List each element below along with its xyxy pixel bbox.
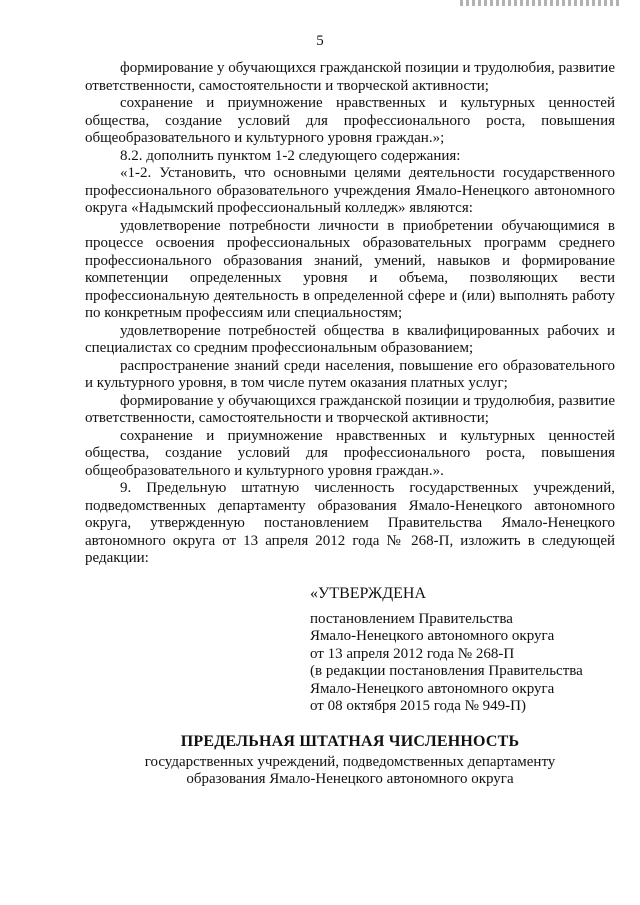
paragraph: «1-2. Установить, что основными целями деятельности государственного профессионального образовательного учреждения Ямало-Ненецкого автономного округа «Надымский профессиональный колледж» являются:	[85, 165, 615, 216]
page-number: 5	[316, 33, 324, 49]
body-text	[85, 60, 615, 568]
paragraph: формирование у обучающихся гражданской позиции и трудолюбия, развитие ответственности, самостоятельности и творческой активности;	[85, 392, 615, 426]
approval-line: Ямало-Ненецкого автономного округа	[310, 680, 555, 697]
paragraph: формирование у обучающихся гражданской позиции и трудолюбия, развитие ответственности, самостоятельности и творческой активности;	[85, 60, 615, 94]
paragraph: сохранение и приумножение нравственных и культурных ценностей общества, создание условий для профессионального роста, повышения общеобразовательного и культурного уровня граждан.»;	[85, 95, 615, 146]
paragraph: 9. Предельную штатную численность государственных учреждений, подведомственных департаменту образования Ямало-Ненецкого автономного округа, утвержденную постановлением Правительства Ямало-Ненецкого автономного округа от 13 апреля 2012 года № 268-П, изложить в следующей редакции:	[85, 480, 615, 566]
document-title-block	[85, 733, 615, 789]
approval-line: от 08 октября 2015 года № 949-П)	[310, 698, 527, 714]
document-subtitle-line: государственных учреждений, подведомственных департаменту	[144, 753, 556, 770]
paragraph: удовлетворение потребности личности в приобретении обучающимися в процессе освоения профессиональных образовательных программ среднего профессионального образования знаний, умений, навыков и формирование компетенции определенных уровня и объема, позволяющих вести профессиональную деятельность в определенной сфере и (или) выполнять работу по конкретным профессиям или специальностям;	[85, 217, 615, 321]
document-title: ПРЕДЕЛЬНАЯ ШТАТНАЯ ЧИСЛЕННОСТЬ	[180, 733, 520, 750]
approval-line: от 13 апреля 2012 года № 268-П	[310, 645, 515, 662]
approval-line: Ямало-Ненецкого автономного округа	[310, 628, 555, 644]
paragraph: 8.2. дополнить пунктом 1-2 следующего содержания:	[120, 147, 461, 164]
document-subtitle-line: образования Ямало-Ненецкого автономного округа	[186, 771, 514, 787]
approval-line: (в редакции постановления Правительства	[310, 663, 583, 679]
paragraph: сохранение и приумножение нравственных и культурных ценностей общества, создание условий для профессионального роста, повышения общеобразовательного и культурного уровня граждан.».	[85, 427, 615, 479]
approval-stamp-block	[310, 585, 610, 716]
paragraph: распространение знаний среди населения, повышение его образовательного и культурного уровня, в том числе путем оказания платных услуг;	[85, 357, 615, 391]
paragraph: удовлетворение потребностей общества в квалифицированных рабочих и специалистах со средним профессиональным образованием;	[85, 322, 615, 356]
approval-line: постановлением Правительства	[310, 610, 513, 627]
approval-heading: «УТВЕРЖДЕНА	[310, 585, 427, 602]
scan-edge-mark	[460, 0, 620, 6]
